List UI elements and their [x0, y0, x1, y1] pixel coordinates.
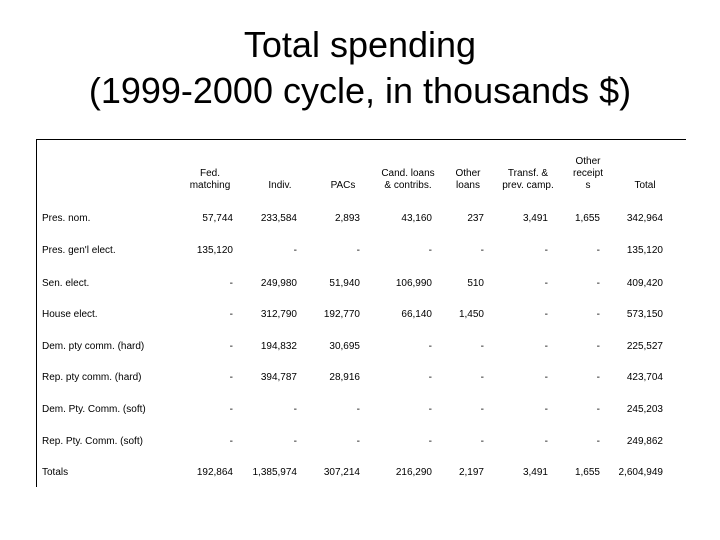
- table-cell: 135,120: [626, 245, 663, 256]
- row-label: Pres. gen'l elect.: [42, 245, 116, 256]
- table-cell: 30,695: [329, 341, 360, 352]
- table-cell: 194,832: [260, 341, 297, 352]
- table-cell: -: [428, 245, 432, 256]
- table-cell: -: [293, 245, 297, 256]
- row-label: Rep. Pty. Comm. (soft): [42, 436, 143, 447]
- table-cell: -: [428, 341, 432, 352]
- table-cell: -: [544, 278, 548, 289]
- table-cell: -: [480, 404, 484, 415]
- table-cell: -: [293, 404, 297, 415]
- row-label: Rep. pty comm. (hard): [42, 372, 142, 383]
- table-cell: 409,420: [626, 278, 663, 289]
- table-cell: -: [480, 341, 484, 352]
- table-cell: -: [428, 372, 432, 383]
- table-cell: 43,160: [401, 213, 432, 224]
- table-cell: 216,290: [395, 467, 432, 478]
- table-cell: 192,864: [196, 467, 233, 478]
- table-cell: 51,940: [329, 278, 360, 289]
- table-cell: -: [229, 372, 233, 383]
- row-label: House elect.: [42, 309, 98, 320]
- table-cell: 423,704: [626, 372, 663, 383]
- column-header-7-line-0: Total: [634, 180, 656, 191]
- table-cell: 2,197: [458, 467, 484, 478]
- table-cell: 28,916: [329, 372, 360, 383]
- row-label: Dem. Pty. Comm. (soft): [42, 404, 146, 415]
- table-cell: 66,140: [401, 309, 432, 320]
- table-cell: 3,491: [522, 467, 548, 478]
- column-header-0-line-1: matching: [189, 180, 231, 191]
- table-cell: -: [229, 341, 233, 352]
- table-cell: 342,964: [626, 213, 663, 224]
- column-header-6-line-2: s: [585, 180, 591, 191]
- table-cell: 225,527: [626, 341, 663, 352]
- table-cell: -: [480, 436, 484, 447]
- column-header-4-line-1: loans: [456, 180, 480, 191]
- table-cell: -: [596, 309, 600, 320]
- table-cell: 1,655: [574, 213, 600, 224]
- table-cell: -: [596, 278, 600, 289]
- column-header-3-line-0: Cand. loans: [381, 168, 435, 179]
- table-cell: 233,584: [260, 213, 297, 224]
- row-label: Sen. elect.: [42, 278, 90, 289]
- table-cell: -: [229, 404, 233, 415]
- table-cell: -: [544, 309, 548, 320]
- table-cell: 106,990: [395, 278, 432, 289]
- table-cell: 1,450: [458, 309, 484, 320]
- table-cell: -: [356, 245, 360, 256]
- table-cell: 237: [467, 213, 484, 224]
- table-cell: 249,980: [260, 278, 297, 289]
- row-label: Dem. pty comm. (hard): [42, 341, 145, 352]
- table-cell: 394,787: [260, 372, 297, 383]
- table-cell: 192,770: [323, 309, 360, 320]
- column-header-6-line-0: Other: [575, 156, 601, 167]
- table-cell: -: [480, 372, 484, 383]
- table-cell: 1,385,974: [252, 467, 297, 478]
- table-cell: 2,893: [334, 213, 360, 224]
- row-label: Pres. nom.: [42, 213, 91, 224]
- column-header-5-line-0: Transf. &: [507, 168, 549, 179]
- table-cell: -: [596, 341, 600, 352]
- table-cell: 2,604,949: [618, 467, 663, 478]
- table-cell: -: [480, 245, 484, 256]
- table-cell: 249,862: [626, 436, 663, 447]
- table-cell: -: [596, 245, 600, 256]
- table-cell: -: [229, 278, 233, 289]
- column-header-0-line-0: Fed.: [199, 168, 220, 179]
- column-header-1-line-0: Indiv.: [268, 180, 292, 191]
- table-cell: 307,214: [323, 467, 360, 478]
- table-cell: -: [596, 404, 600, 415]
- table-cell: 573,150: [626, 309, 663, 320]
- table-cell: -: [428, 404, 432, 415]
- column-header-2-line-0: PACs: [330, 180, 356, 191]
- table-cell: 510: [467, 278, 484, 289]
- table-cell: -: [544, 341, 548, 352]
- table-cell: -: [356, 436, 360, 447]
- table-cell: -: [229, 436, 233, 447]
- table-cell: 245,203: [626, 404, 663, 415]
- column-header-3-line-1: & contribs.: [384, 180, 432, 191]
- table-cell: -: [356, 404, 360, 415]
- table-cell: -: [544, 372, 548, 383]
- table-cell: 135,120: [196, 245, 233, 256]
- column-header-4-line-0: Other: [455, 168, 481, 179]
- table-cell: -: [428, 436, 432, 447]
- title-line-2: (1999-2000 cycle, in thousands $): [88, 70, 632, 111]
- slide-title: [0, 22, 720, 114]
- table-cell: -: [544, 245, 548, 256]
- column-header-5-line-1: prev. camp.: [502, 180, 554, 191]
- column-header-6-line-1: receipt: [572, 168, 603, 179]
- row-label: Totals: [42, 467, 69, 478]
- table-cell: 57,744: [202, 213, 233, 224]
- table-cell: -: [596, 436, 600, 447]
- table-cell: -: [229, 309, 233, 320]
- table-cell: 1,655: [574, 467, 600, 478]
- table-cell: -: [544, 436, 548, 447]
- table-cell: -: [596, 372, 600, 383]
- table-cell: 312,790: [260, 309, 297, 320]
- table-cell: 3,491: [522, 213, 548, 224]
- table-cell: -: [293, 436, 297, 447]
- title-line-1: Total spending: [243, 24, 477, 65]
- table-cell: -: [544, 404, 548, 415]
